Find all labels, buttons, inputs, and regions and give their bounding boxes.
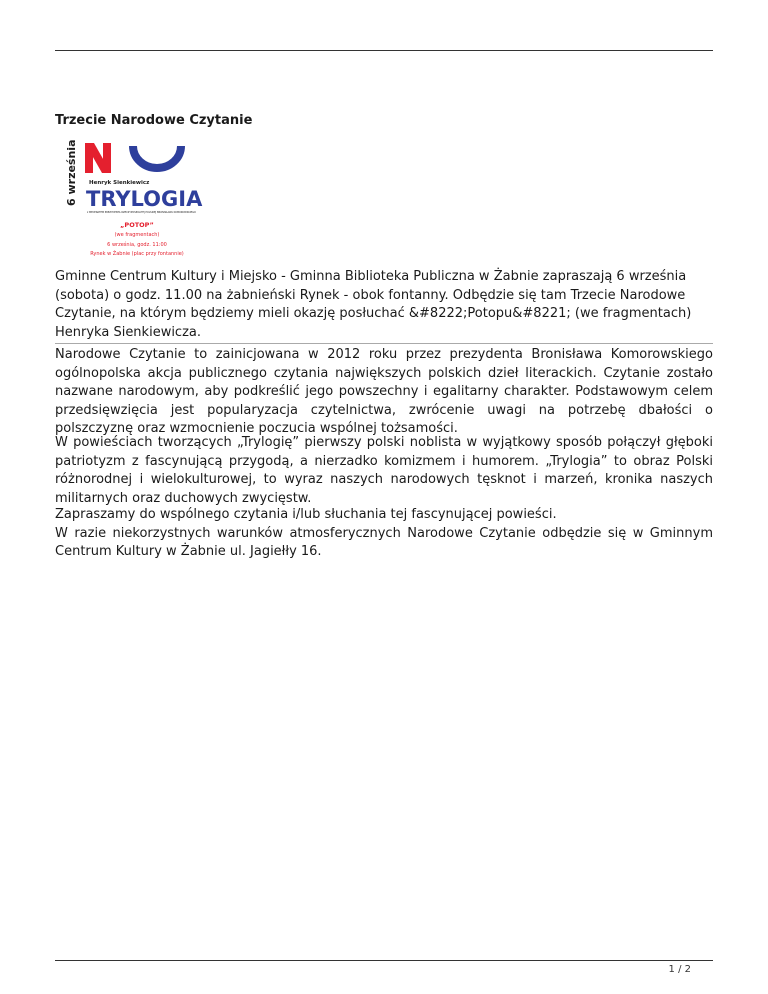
invitation-paragraph bbox=[55, 506, 713, 562]
footer-rule bbox=[55, 960, 713, 961]
page-number: 1 / 2 bbox=[668, 964, 691, 975]
poster-heading: TRYLOGIA bbox=[86, 187, 203, 211]
poster-event-time: 6 września, godz. 11:00 bbox=[107, 242, 167, 248]
article-title: Trzecie Narodowe Czytanie bbox=[55, 113, 253, 128]
poster-patronage: z MECENATEM PREZYDENTA RZECZYPOSPOLITEJ POLSKIEJ BRONISŁAWA KOMOROWSKIEGO bbox=[87, 211, 196, 214]
poster-book-title: „POTOP” bbox=[120, 221, 154, 229]
poster-event-place: Rynek w Żabnie (plac przy fontannie) bbox=[90, 251, 184, 257]
trylogia-paragraph: W powieściach tworzących „Trylogię” pierwszy polski noblista w wyjątkowy sposób połączył głęboki patriotyzm z fascynującą przygodą, a nierzadko komizmem i humorem. „Trylogia” to obraz Polski różnorodnej i wielokulturowej, to wyraz naszych narodowych tęsknot i marzeń, kronika naszych militarnych oraz duchowych zwycięstw. bbox=[55, 435, 713, 506]
poster-date-vertical: 6 września bbox=[65, 140, 78, 206]
event-poster-image bbox=[63, 140, 213, 262]
logo-n-right bbox=[103, 143, 111, 173]
weather-note: W razie niekorzystnych warunków atmosferycznych Narodowe Czytanie odbędzie się w Gminnym Centrum Kultury w Żabnie ul. Jagiełły 16. bbox=[55, 525, 713, 560]
intro-paragraph: Gminne Centrum Kultury i Miejsko - Gminna Biblioteka Publiczna w Żabnie zapraszają 6 września (sobota) o godz. 11.00 na żabnieński Rynek - obok fontanny. Odbędzie się tam Trzecie Narodowe Czytanie, na którym będziemy mieli okazję posłuchać &#8222;Potopu&#8221; (we fragmentach) Henryka Sienkiewicza. bbox=[55, 269, 692, 340]
poster-author: Henryk Sienkiewicz bbox=[89, 180, 150, 186]
header-rule bbox=[55, 50, 713, 51]
section-divider bbox=[55, 343, 713, 344]
poster-fragment-note: (we fragmentach) bbox=[114, 232, 160, 238]
about-paragraph: Narodowe Czytanie to zainicjowana w 2012 roku przez prezydenta Bronisława Komorowskiego ogólnopolska akcja publicznego czytania największych polskich dzieł literackich. Czytanie zostało nazwane narodowym, aby podkreślić jego powszechny i egalitarny charakter. Podstawowym celem przedsięwzięcia jest popularyzacja czytelnictwa, zwrócenie uwagi na potrzebę dbałości o polszczyznę oraz wzmocnienie poczucia wspólnej tożsamości. bbox=[55, 347, 713, 437]
invitation-line: Zapraszamy do wspólnego czytania i/lub słuchania tej fascynującej powieści. bbox=[55, 507, 557, 522]
